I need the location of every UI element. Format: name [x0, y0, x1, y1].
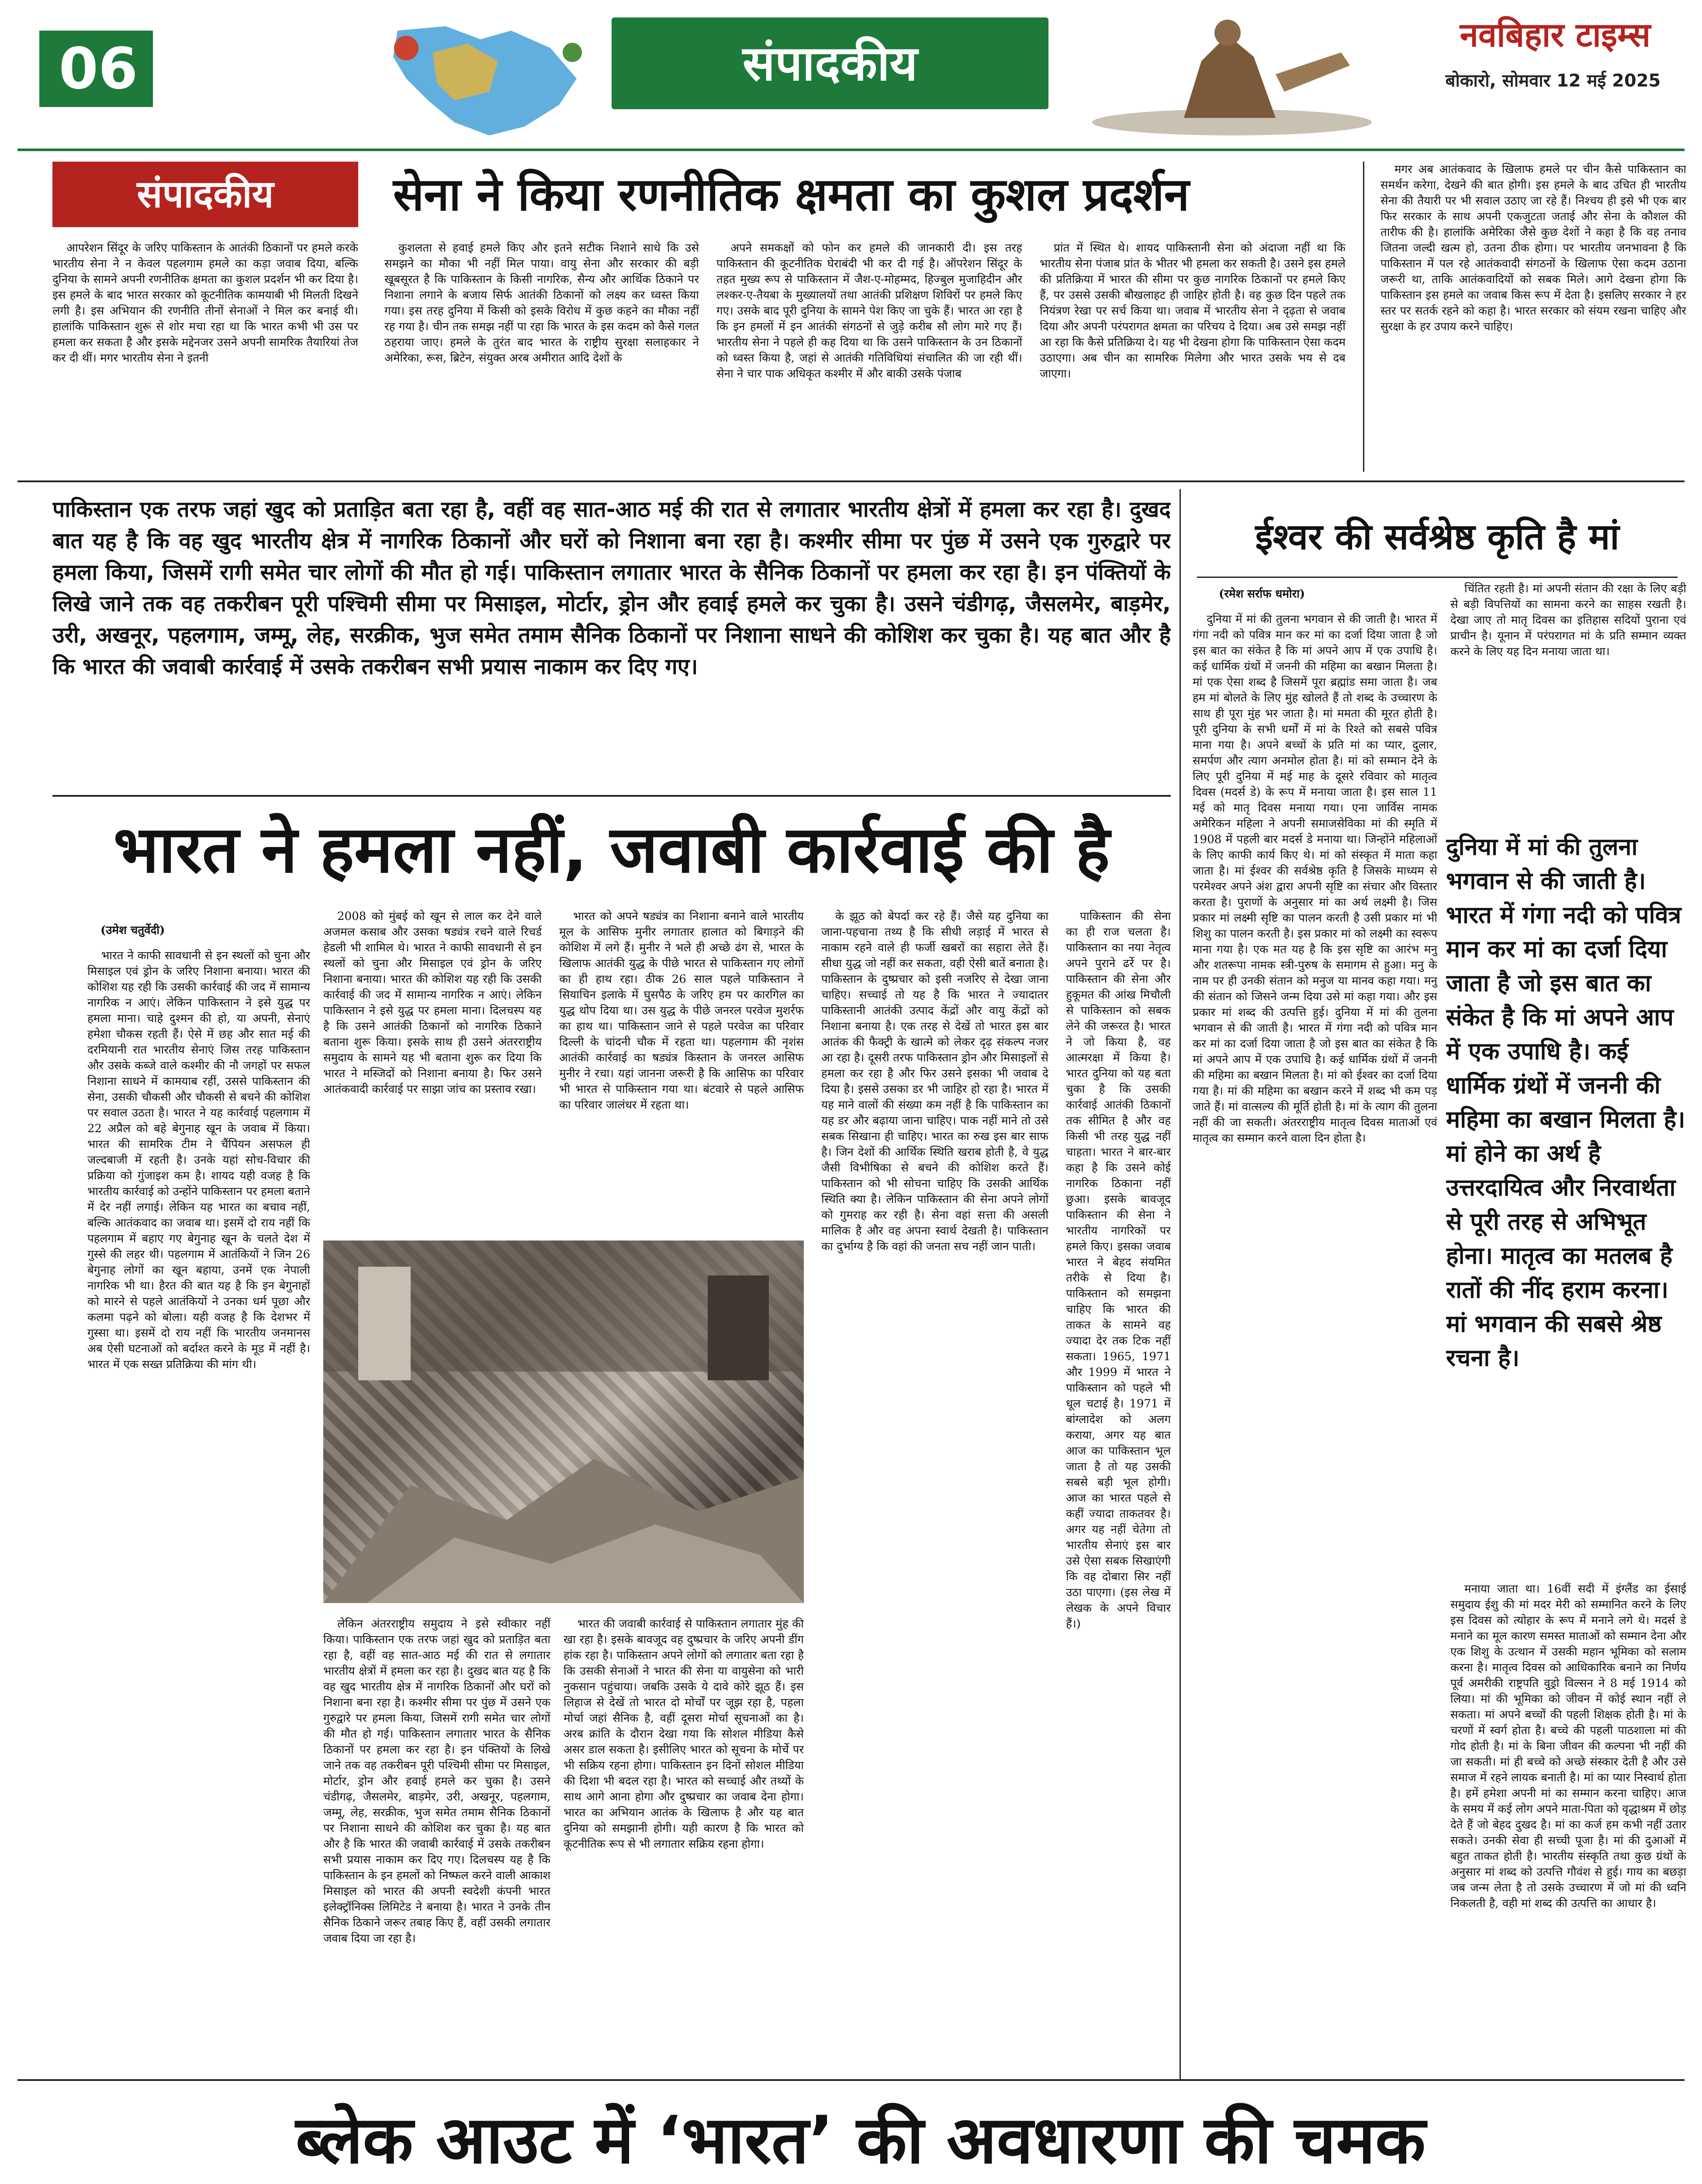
editorial-column-3: अपने समकक्षों को फोन कर हमले की जानकारी दी। इस तरह पाकिस्तान की कूटनीतिक घेराबंदी भी कर दी गई है। ऑपरेशन सिंदूर के तहत मुख्य रूप से पाकिस्तान में जैश-ए-मोहम्मद, हिज्बुल मुजाहिदीन और लश्कर-ए-तैयबा के मुख्यालयों तथा आतंकी प्रशिक्षण शिविरों पर हमले किए गए। उसके बाद पूरी दुनिया के सामने पेश किए जा चुके हैं। भारत आ रहा है कि इन हमलों में इन आतंकी संगठनों से जुड़े करीब सौ लोग मारे गए हैं। भारतीय सेना ने पहले ही कह दिया था कि उसने पाकिस्तान के उन ठिकानों को ध्वस्त किया है, जहां से आतंकी गतिविधियां संचालित की जा रही थीं। सेना ने चार पाक अधिकृत कश्मीर में और बाकी उसके पंजाब — [716, 242, 1022, 380]
article1-byline: (उमेश चतुर्वेदी) — [100, 924, 165, 937]
article2-column-1: दुनिया में मां की तुलना भगवान से की जाती है। भारत में गंगा नदी को पवित्र मान कर मां का दर्जा दिया जाता है जो इस बात का संकेत है कि मां अपने आप में एक उपाधि है। कई धार्मिक ग्रंथों में जननी की महिमा का बखान मिलता है। मां एक ऐसा शब्द है जिसमें पूरा ब्रह्मांड समा जाता है। जब हम मां बोलते के लिए मुंह खोलते हैं तो शब्द के उच्चारण के साथ ही पूरा मुंह भर जाता है। मां ममता की मूरत होती है। पूरी दुनिया के सभी धर्मों में मां के रिश्ते को सबसे पवित्र माना गया है। अपने बच्चों के प्रति मां का प्यार, दुलार, समर्पण और त्याग अनमोल होता है। मां को सम्मान देने के लिए पूरी दुनिया में मई माह के दूसरे रविवार को मातृत्व दिवस (मदर्स डे) के रूप में मनाया जाता है। इस साल 11 मई को मातृ दिवस मनाया गया। एना जार्विस नामक अमेरिकन महिला ने अपनी समाजसेविका मां की स्मृति में 1908 में पहली बार मदर्स डे मनाया था। जिन्होंने महिलाओं के लिए काफी कार्य किए थे। मां को संस्कृत में माता कहा जाता है। मां ईश्वर की सर्वश्रेष्ठ कृति है जिसके माध्यम से परमेश्वर अपने अंश द्वारा अपनी सृष्टि का संचार और विस्तार करता है। पुराणों के अनुसार मां का अर्थ लक्ष्मी है। जिस प्रकार मां लक्ष्मी सृष्टि का पालन करती है उसी प्रकार मां भी शिशु का पालन करती है। इस प्रकार मां को लक्ष्मी का स्वरूप माना गया है। एक मत यह है कि इस सृष्टि का आरंभ मनु और शतरूपा नामक स्त्री-पुरुष के समागम से हुआ। मनु के नाम पर ही उनकी संतान को मनुज या मानव कहा गया। मनु की संतान को जिसने जन्म दिया उसे मां कहा गया। और इस प्रकार मां शब्द की उत्पत्ति हुई। दुनिया में मां की तुलना भगवान से की जाती है। भारत में गंगा नदी को पवित्र मान कर मां का दर्जा दिया जाता है जो इस बात का संकेत है कि मां अपने आप में एक उपाधि है। कई धार्मिक ग्रंथों में जननी की महिमा का बखान मिलता है। मां को ईश्वर का दर्जा दिया गया है। मां की महिमा का बखान करने में शब्द भी कम पड़ जाते हैं। मां वात्सल्य की मूर्ति होती है। मां के त्याग की तुलना नहीं की जा सकती। अंतरराष्ट्रीय मातृत्व दिवस माताओं एवं मातृत्व का सम्मान करने वाला दिन होता है। — [1193, 613, 1437, 1145]
masthead-rule — [17, 149, 1685, 151]
article1-deck-rule — [52, 795, 1171, 797]
article1-deck: पाकिस्तान एक तरफ जहां खुद को प्रताड़ित बता रहा है, वहीं वह सात-आठ मई की रात से लगातार भारतीय क्षेत्रों में हमला कर रहा है। दुखद बात यह है कि वह खुद भारतीय क्षेत्र में नागरिक ठिकानों और घरों को निशाना बना रहा है। कश्मीर सीमा पर पुंछ में उसने एक गुरुद्वारे पर हमला किया, जिसमें रागी समेत चार लोगों की मौत हो गई। पाकिस्तान लगातार भारत के सैनिक ठिकानों पर हमला कर रहा है। इन पंक्तियों के लिखे जाने तक वह तकरीबन पूरी पश्चिमी सीमा पर मिसाइल, मोर्टार, ड्रोन और हवाई हमले कर चुका है। उसने चंडीगढ़, जैसलमेर, बाड़मेर, उरी, अखनूर, पहलगाम, जम्मू, लेह, सरक्रीक, भुज समेत तमाम सैनिक ठिकानों पर निशाना साधने की कोशिश कर चुका है। यह बात और है कि भारत की जवाबी कार्रवाई में उसके तकरीबन सभी प्रयास नाकाम कर दिए गए। — [52, 497, 1171, 679]
editorial-column-1: आपरेशन सिंदूर के जरिए पाकिस्तान के आतंकी ठिकानों पर हमले करके भारतीय सेना ने न केवल पहलगाम हमले का कड़ा जवाब दिया, बल्कि दुनिया के सामने अपनी रणनीतिक क्षमता का कुशल प्रदर्शन भी कर दिया है। इस हमले के बाद भारत सरकार को कूटनीतिक कामयाबी भी मिलती दिखने लगी है। इस अभियान की रणनीति तीनों सेनाओं ने मिल कर बनाई थी। हालांकि पाकिस्तान शुरू से शोर मचा रहा था कि भारत कभी भी उस पर हमला कर सकता है और इसके मद्देनजर उसने अपनी सामरिक तैयारियां तेज कर दी थीं। मगर भारतीय सेना ने इतनी — [52, 242, 358, 365]
section-rule-2 — [17, 2079, 1685, 2081]
india-map-graphic — [367, 13, 612, 140]
section-rule-1 — [17, 480, 1685, 482]
article1-column-2b: लेकिन अंतरराष्ट्रीय समुदाय ने इसे स्वीकार नहीं किया। पाकिस्तान एक तरफ जहां खुद को प्रताड़ित बता रहा है, वहीं वह सात-आठ मई की रात से लगातार भारतीय क्षेत्रों में हमला कर रहा है। दुखद बात यह है कि वह खुद भारतीय क्षेत्र में नागरिक ठिकानों और घरों को निशाना बना रहा है। कश्मीर सीमा पर पुंछ में उसने एक गुरुद्वारे पर हमला किया, जिसमें रागी समेत चार लोगों की मौत हो गई। पाकिस्तान लगातार भारत के सैनिक ठिकानों पर हमला कर रहा है। इन पंक्तियों के लिखे जाने तक वह तकरीबन पूरी पश्चिमी सीमा पर मिसाइल, मोर्टार, ड्रोन और हवाई हमले कर चुका है। उसने चंडीगढ़, जैसलमेर, बाड़मेर, उरी, अखनूर, पहलगाम, जम्मू, लेह, सरक्रीक, भुज समेत तमाम सैनिक ठिकानों पर निशाना साधने की कोशिश कर चुका है। यह बात और है कि भारत की जवाबी कार्रवाई में उसके तकरीबन सभी प्रयास नाकाम कर दिए गए। दिलचस्प यह है कि पाकिस्तान के इन हमलों को निष्फल करने वाली आकाश मिसाइल को भारत की अपनी स्वदेशी कंपनी भारत इलेक्ट्रॉनिक्स लिमिटेड ने बनाया है। भारत ने उनके तीन सैनिक ठिकाने जरूर तबाह किए हैं, वहीं उसकी लगातार जवाब दिया जा रहा है। — [323, 1617, 550, 1945]
article2-column-2a: चिंतित रहती है। मां अपनी संतान की रक्षा के लिए बड़ी से बड़ी विपत्तियों का सामना करने का साहस रखती है। देखा जाए तो मातृ दिवस का इतिहास सदियों पुराना एवं प्राचीन है। यूनान में परंपरागत मां के प्रति सम्मान व्यक्त करने के लिए यह दिन मनाया जाता था। — [1450, 582, 1686, 658]
article2-pull-quote: दुनिया में मां की तुलना भगवान से की जाती है। भारत में गंगा नदी को पवित्र मान कर मां का दर्जा दिया जाता है जो इस बात का संकेत है कि मां अपने आप में एक उपाधि है। कई धार्मिक ग्रंथों में जननी की महिमा का बखान मिलता है। मां होने का अर्थ है उत्तरदायित्व और निरवार्थता से पूरी तरह से अभिभूत होना। मातृत्व का मतलब है रातों की नींद हराम करना। मां भगवान की सबसे श्रेष्ठ रचना है। — [1446, 833, 1685, 1372]
editorial-column-5: मगर अब आतंकवाद के खिलाफ हमले पर चीन कैसे पाकिस्तान का समर्थन करेगा, देखने की बात होगी। इस हमले के बाद उचित ही भारतीय सेना की तैयारी पर भी सवाल उठाए जा रहे हैं। निश्चय ही इसे भी एक बार फिर सरकार के साथ अपनी एकजुटता जताई और सेना के कौशल की तारीफ की है। हालांकि अमेरिका जैसे कुछ देशों ने कहा है कि वह तनाव जितना जल्दी खत्म हो, उतना ठीक होगा। पर भारतीय जनभावना है कि पाकिस्तान में पल रहे आतंकवादी संगठनों के खिलाफ ऐसा कदम उठाना जरूरी था, ताकि आतंकवादियों को सबक मिले। आगे देखना होगा कि पाकिस्तान इस हमले का जवाब किस रूप में देता है। इसलिए सरकार ने हर स्तर पर सतर्क रहने को कहा है। भारत सरकार को संयम रखना चाहिए और सुरक्षा के हर उपाय करने चाहिए। — [1380, 163, 1686, 333]
masthead — [0, 0, 1702, 144]
editorial-tag: संपादकीय — [137, 173, 274, 216]
article1-column-1: भारत ने काफी सावधानी से इन स्थलों को चुना और मिसाइल एवं ड्रोन के जरिए निशाना बनाया। भारत की कोशिश यह रही कि उसकी कार्रवाई की जद में सामान्य नागरिक न आएं। लेकिन पाकिस्तान ने इसे युद्ध पर हमला माना। चाहे दुश्मन की हो, या अपनी, सेनाएं हमेशा चौकस रहती हैं। ऐसे में छह और सात मई की दरमियानी रात भारतीय सेनाएं जिस तरह पाकिस्तान और उसके कब्जे वाले कश्मीर की नौ जगहों पर सफल निशाना साधने में कामयाब रहीं, उससे पाकिस्तान की सेना, उसकी चौकसी और चौकसी से बचने की कोशिश पर सवाल उठता है। भारत ने यह कार्रवाई पहलगाम में 22 अप्रैल को बहे बेगुनाह खून के जवाब में किया। भारत की सामरिक टीम ने चैंपियन असफल ही जल्दबाजी में रहती है। उनके यहां सोच-विचार की प्रक्रिया को गुंजाइश कम है। शायद यही वजह है कि भारतीय कार्रवाई को उन्होंने पाकिस्तान पर हमला बताने में देर नहीं लगाई। लेकिन यह भारत का बचाव नहीं, बल्कि आतंकवाद का जवाब था। इसमें दो राय नहीं कि पहलगाम में बहाए गए बेगुनाह खून के चलते देश में गुस्से की लहर थी। पहलगाम में आतंकियों ने जिन 26 बेगुनाह लोगों का खून बहाया, उनमें एक नेपाली नागरिक भी था। हैरत की बात यह है कि इन बेगुनाहों को मारने से पहले आतंकियों ने उनका धर्म पूछा और कलमा पढ़ने को बोला। यही वजह है कि देशभर में गुस्सा था। इसमें दो राय नहीं कि भारतीय जनमानस अब ऐसी घटनाओं को बर्दाश्त करने के मूड में नहीं है। भारत में एक सख्त प्रतिक्रिया की मांग थी। — [87, 949, 310, 1371]
page-number: 06 — [59, 35, 138, 102]
article3-headline: ब्लेक आउट में ‘भारत’ की अवधारणा की चमक — [295, 2102, 1426, 2178]
article1-column-3: भारत को अपने षड्यंत्र का निशाना बनाने वाले भारतीय मूल के आसिफ मुनीर लगातार हालात को बिगाड़ने की कोशिश में लगे हैं। मुनीर ने भले ही अच्छे ढंग से, भारत के खिलाफ आतंकी युद्ध के पीछे भारत से पाकिस्तान गए लोगों का ही हाथ रहा। ठीक 26 साल पहले पाकिस्तान ने सियाचिन इलाके में घुसपैठ के जरिए हम पर कारगिल का युद्ध थोप दिया था। उस युद्ध के पीछे जनरल परवेज मुशर्रफ का हाथ था। पाकिस्तान जाने से पहले परवेज का परिवार दिल्ली के चांदनी चौक में रहता था। पहलगाम की नृशंस आतंकी कार्रवाई का षड्यंत्र किस्तान के जनरल आसिफ मुनीर ने रचा। यहां जानना जरूरी है कि आसिफ का परिवार भी भारत से पाकिस्तान गया था। बंटवारे से पहले आसिफ का परिवार जालंधर में रहता था। — [559, 910, 804, 1112]
article2-headline-rule — [1197, 577, 1678, 578]
editorial-headline: सेना ने किया रणनीतिक क्षमता का कुशल प्रदर्शन — [393, 168, 1190, 221]
article1-column-4: के झूठ को बेपर्दा कर रहे हैं। जैसे यह दुनिया का जाना-पहचाना तथ्य है कि सीधी लड़ाई में भारत से नाकाम रहने वाले ही फर्जी खबरों का सहारा लेते हैं। सीधा युद्ध जो नहीं कर सकता, वही ऐसी बातें बनाता है। पाकिस्तान के दुष्प्रचार को इसी नजरिए से देखा जाना चाहिए। सच्चाई तो यह है कि भारत ने ज्यादातर पाकिस्तानी आतंकी उत्पाद केंद्रों और वायु केंद्रों को निशाना बनाया है। एक तरह से देखें तो भारत इस बार आतंक की फैक्ट्री के खात्मे को लेकर दृढ़ संकल्प नजर आ रहा है। दूसरी तरफ पाकिस्तान ड्रोन और मिसाइलों से हमला कर रहा है और फिर उसने इसका भी जवाब दे दिया है। इससे उसका डर भी जाहिर हो रहा है। भारत में यह माने वालों की संख्या कम नहीं है कि पाकिस्तान का यह डर और बढ़ाया जाना चाहिए। पाक नहीं माने तो उसे सबक सिखाना ही चाहिए। भारत का रुख इस बार साफ है। जिन देशों की आर्थिक स्थिति खराब होती है, वे युद्ध जैसी विभीषिका से बचने की कोशिश करते हैं। पाकिस्तान को भी सोचना चाहिए कि उसकी आर्थिक स्थिति क्या है। लेकिन पाकिस्तान की सेना अपने लोगों को गुमराह कर रही है। सेना वहां सत्ता की असली मालिक है और वह अपना स्वार्थ देखती है। पाकिस्तान का दुर्भाग्य है कि वहां की जनता सच नहीं जान पाती। — [821, 910, 1048, 1253]
editorial-column-4: प्रांत में स्थित थे। शायद पाकिस्तानी सेना को अंदाजा नहीं था कि भारतीय सेना पंजाब प्रांत के भीतर भी हमला कर सकती है। उसने इस हमले की प्रतिक्रिया में भारत की सीमा पर कुछ नागरिक ठिकानों पर हमले किए हैं, पर उससे उसकी बौखलाहट ही जाहिर होती है। वह कुछ दिन पहले तक नियंत्रण रेखा पर सर्च किया था। जवाब में भारतीय सेना ने दृढ़ता से जवाब दिया और अपनी परंपरागत क्षमता का परिचय दे दिया। अब उसे समझ नहीं आ रहा कि कैसे प्रतिक्रिया दे। यह भी देखना होगा कि पाकिस्तान ऐसा कदम उठाएगा। अब चीन का सामरिक मिलेगा और भारत उसके भय से दब जाएगा। — [1040, 242, 1346, 380]
article1-headline: भारत ने हमला नहीं, जवाबी कार्रवाई की है — [113, 812, 1110, 887]
dateline: बोकारो, सोमवार 12 मई 2025 — [1445, 71, 1661, 91]
rubble-graphic — [323, 1241, 804, 1603]
column-divider — [1180, 489, 1181, 2079]
article2-headline: ईश्वर की सर्वश्रेष्ठ कृति है मां — [1255, 516, 1619, 558]
section-title: संपादकीय — [742, 35, 918, 91]
article1-photo — [323, 1241, 804, 1603]
newspaper-name: नवबिहार टाइम्स — [1460, 15, 1651, 54]
article1-column-3b: भारत की जवाबी कार्रवाई से पाकिस्तान लगातार मुंह की खा रहा है। इसके बावजूद वह दुष्प्रचार के जरिए अपनी डींग हांक रहा है। पाकिस्तान अपने लोगों को लगातार बता रहा है कि उसकी सेनाओं ने भारत की सेना या वायुसेना को भारी नुकसान पहुंचाया। जबकि उसके ये दावे कोरे झूठ हैं। इस लिहाज से देखें तो भारत दो मोर्चों पर जूझ रहा है, पहला मोर्चा जहां सैनिक है, वहीं दूसरा मोर्चा सूचनाओं का है। अरब क्रांति के दौरान देखा गया कि सोशल मीडिया कैसे असर डाल सकता है। इसीलिए भारत को सूचना के मोर्चे पर भी सक्रिय रहना होगा। पाकिस्तान इन दिनों सोशल मीडिया की दिशा भी बदल रहा है। भारत को सच्चाई और तथ्यों के साथ आगे आना होगा और दुष्प्रचार का जवाब देना होगा। भारत का अभियान आतंक के खिलाफ है और यह बात दुनिया को समझानी होगी। यही कारण है कि भारत को कूटनीतिक रूप से भी लगातार सक्रिय रहना होगा। — [564, 1617, 804, 1851]
statue-graphic — [1070, 9, 1394, 140]
article1-column-5: पाकिस्तान की सेना का ही राज चलता है। पाकिस्तान का नया नेतृत्व अपने पुराने ढर्रे पर है। पाकिस्तान की सेना और हुकूमत की आंख मिचौली से पाकिस्तान को सबक लेने की जरूरत है। भारत ने जो किया है, वह आत्मरक्षा में किया है। भारत दुनिया को यह बता चुका है कि उसकी कार्रवाई आतंकी ठिकानों तक सीमित है और वह किसी भी तरह युद्ध नहीं चाहता। भारत ने बार-बार कहा है कि उसने कोई नागरिक ठिकाना नहीं छुआ। इसके बावजूद पाकिस्तान की सेना ने भारतीय नागरिकों पर हमले किए। इसका जवाब भारत ने बेहद संयमित तरीके से दिया है। पाकिस्तान को समझना चाहिए कि भारत की ताकत के सामने वह ज्यादा देर तक टिक नहीं सकता। 1965, 1971 और 1999 में भारत ने पाकिस्तान को पहले भी धूल चटाई है। 1971 में बांग्लादेश को अलग कराया, अगर यह बात आज का पाकिस्तान भूल जाता है तो यह उसकी सबसे बड़ी भूल होगी। आज का भारत पहले से कहीं ज्यादा ताकतवर है। अगर यह नहीं चेतेगा तो भारतीय सेनाएं इस बार उसे ऐसा सबक सिखाएंगी कि वह दोबारा सिर नहीं उठा पाएगा। (इस लेख में लेखक के अपने विचार हैं।) — [1066, 910, 1171, 1631]
editorial-column-2: कुशलता से हवाई हमले किए और इतने सटीक निशाने साधे कि उसे समझने का मौका भी नहीं मिल पाया। वायु सेना और सरकार की बड़ी खूबसूरत है कि पाकिस्तान के किसी नागरिक, सैन्य और आर्थिक ठिकाने पर निशाना लगाने के बजाय सिर्फ आतंकी ठिकानों को लक्ष्य कर ध्वस्त किया गया। इस तरह दुनिया में किसी को इसके विरोध में कुछ कहने का मौका नहीं रह गया है। चीन तक समझ नहीं पा रहा कि भारत के इस कदम को कैसे गलत ठहराया जाए। हमले के तुरंत बाद भारत के राष्ट्रीय सुरक्षा सलाहकार ने अमेरिका, रूस, ब्रिटेन, संयुक्त अरब अमीरात आदि देशों के — [384, 242, 699, 365]
editorial-side-rule — [1363, 162, 1364, 472]
article1-column-2: 2008 को मुंबई को खून से लाल कर देने वाले अजमल कसाब और उसका षड्यंत्र रचने वाले रिचर्ड हेडली भी शामिल थे। भारत ने काफी सावधानी से इन स्थलों को चुना और मिसाइल एवं ड्रोन के जरिए निशाना बनाया। भारत की कोशिश यह रही कि उसकी कार्रवाई की जद में सामान्य नागरिक न आएं। लेकिन पाकिस्तान ने इसे युद्ध पर हमला माना। दिलचस्प यह है कि उसने आतंकी ठिकानों को नागरिक ठिकाने बताना शुरू किया। इसके साथ ही उसने अंतरराष्ट्रीय समुदाय के सामने यह भी बताना शुरू कर दिया कि भारत ने मस्जिदों को निशाना बनाया है। फिर उसने आतंकवादी कार्रवाई पर साझा जांच का प्रस्ताव रखा। — [323, 910, 542, 1096]
article2-byline: (रमेश सर्राफ धमोरा) — [1219, 587, 1305, 601]
article2-column-2b: मनाया जाता था। 16वीं सदी में इंग्लैंड का ईसाई समुदाय ईशु की मां मदर मेरी को सम्मानित करने के लिए इस दिवस को त्योहार के रूप में मनाने लगे थे। मदर्स डे मनाने का मूल कारण समस्त माताओं को सम्मान देना और एक शिशु के उत्थान में उसकी महान भूमिका को सलाम करना है। मातृत्व दिवस को आधिकारिक बनाने का निर्णय पूर्व अमरीकी राष्ट्रपति वुड्रो विल्सन ने 8 मई 1914 को लिया। मां की भूमिका को जीवन में कोई स्थान नहीं ले सकता। मां अपने बच्चों की पहली शिक्षक होती है। मां के चरणों में स्वर्ग होता है। बच्चे की पहली पाठशाला मां की गोद होती है। मां के बिना जीवन की कल्पना भी नहीं की जा सकती। मां ही बच्चे को अच्छे संस्कार देती है और उसे समाज में रहने लायक बनाती है। मां का प्यार निस्वार्थ होता है। हमें हमेशा अपनी मां का सम्मान करना चाहिए। आज के समय में कई लोग अपने माता-पिता को वृद्धाश्रम में छोड़ देते हैं जो बेहद दुखद है। मां का कर्ज हम कभी नहीं उतार सकते। उनकी सेवा ही सच्ची पूजा है। मां की दुआओं में बहुत ताकत होती है। भारतीय संस्कृति तथा कुछ ग्रंथों के अनुसार मां शब्द को उत्पत्ति गौवंश से हुई। गाय का बछड़ा जब जन्म लेता है तो उसके उच्चारण में जो मां की ध्वनि निकलती है, वही मां शब्द की उत्पत्ति का आधार है। — [1450, 1583, 1686, 1910]
